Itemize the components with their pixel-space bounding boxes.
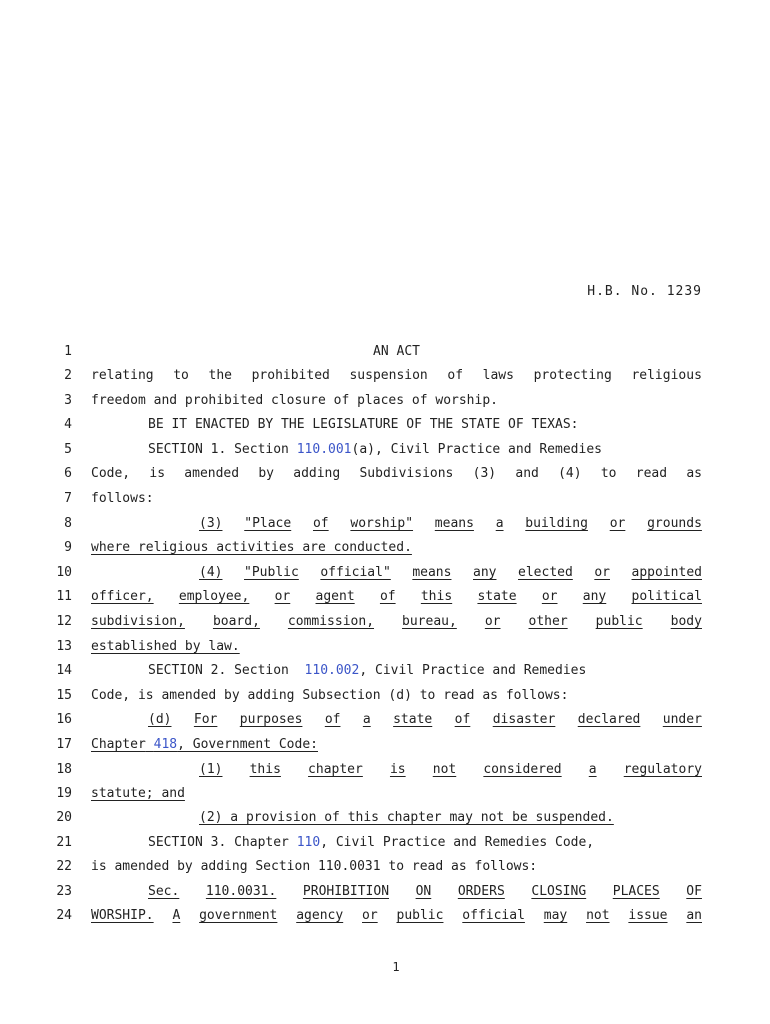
word: "Place	[244, 516, 292, 531]
document-line	[0, 342, 770, 362]
line-number: 11	[56, 589, 72, 604]
statute-link[interactable]: 110	[296, 835, 321, 850]
line-number: 4	[64, 417, 72, 432]
word: "Public	[244, 565, 299, 580]
word: (1)	[199, 762, 223, 777]
line-number: 1	[64, 344, 72, 359]
word: building	[525, 516, 588, 531]
word: religious	[631, 368, 702, 383]
word: regulatory	[623, 762, 702, 777]
word: to	[600, 466, 617, 481]
line-text	[91, 710, 702, 730]
word: OF	[686, 884, 702, 899]
section-text: SECTION 1. Section	[148, 442, 289, 457]
word: government	[199, 908, 278, 923]
statute-link[interactable]: 418	[153, 737, 178, 752]
word: or	[541, 589, 558, 604]
word: this	[420, 589, 453, 604]
section-text: SECTION 3. Chapter	[148, 835, 289, 850]
word: For	[193, 712, 218, 727]
line-number: 6	[64, 466, 72, 481]
document-line	[0, 514, 770, 534]
document-line	[0, 833, 770, 853]
line-number: 9	[64, 540, 72, 555]
word: read	[635, 466, 668, 481]
word: subdivision,	[91, 614, 185, 629]
word: amended	[184, 466, 240, 481]
word: PLACES	[612, 884, 660, 899]
word: a	[588, 762, 597, 777]
word: and	[515, 466, 539, 481]
line-text: statute; and	[91, 786, 185, 801]
word: purposes	[239, 712, 303, 727]
document-line	[0, 538, 770, 558]
line-text	[91, 587, 702, 607]
line-text: established by law.	[91, 639, 240, 654]
word: public	[595, 614, 643, 629]
line-number: 10	[56, 565, 72, 580]
word: (3)	[199, 516, 223, 531]
word: commission,	[287, 614, 375, 629]
document-line	[0, 464, 770, 484]
word: or	[362, 908, 378, 923]
document-line	[0, 440, 770, 460]
word: declared	[577, 712, 641, 727]
line-text: Code, is amended by adding Subsection (d) to read as follows:	[91, 688, 569, 703]
section-text: , Government Code:	[177, 737, 318, 752]
word: board,	[212, 614, 260, 629]
section-text: SECTION 2. Section	[148, 663, 289, 678]
act-heading: AN ACT	[373, 344, 420, 359]
line-text	[91, 882, 702, 902]
word: of	[312, 516, 329, 531]
section-text: Chapter	[91, 737, 146, 752]
word: other	[528, 614, 568, 629]
word: prohibited	[251, 368, 330, 383]
line-text	[91, 366, 702, 386]
word: employee,	[178, 589, 250, 604]
word: means	[412, 565, 452, 580]
word: (3)	[472, 466, 497, 481]
word: agency	[296, 908, 344, 923]
word: as	[686, 466, 702, 481]
line-text	[91, 735, 702, 755]
section-text: , Civil Practice and Remedies	[359, 663, 587, 678]
word: official	[462, 908, 525, 923]
line-text	[91, 906, 702, 926]
word: or	[274, 589, 291, 604]
word: may	[543, 908, 568, 923]
word: chapter	[308, 762, 363, 777]
line-text	[91, 833, 759, 853]
word: any	[582, 589, 607, 604]
document-line	[0, 808, 770, 828]
word: public	[396, 908, 444, 923]
document-line	[0, 661, 770, 681]
word: of	[447, 368, 464, 383]
document-line	[0, 906, 770, 926]
line-number: 16	[56, 712, 72, 727]
word: relating	[91, 368, 154, 383]
statute-link[interactable]: 110.002	[304, 663, 360, 678]
enacting-clause: BE IT ENACTED BY THE LEGISLATURE OF THE STATE OF TEXAS:	[148, 417, 579, 432]
line-text: follows:	[91, 491, 154, 506]
word: the	[208, 368, 232, 383]
line-text: freedom and prohibited closure of places of worship.	[91, 393, 498, 408]
word: Subdivisions	[359, 466, 454, 481]
word: not	[586, 908, 610, 923]
line-number: 20	[56, 810, 72, 825]
word: PROHIBITION	[302, 884, 390, 899]
word: elected	[518, 565, 573, 580]
document-line	[0, 784, 770, 804]
word: or	[484, 614, 501, 629]
document-line	[0, 366, 770, 386]
document-line	[0, 686, 770, 706]
document-line	[0, 415, 770, 435]
word: suspension	[349, 368, 428, 383]
document-line	[0, 735, 770, 755]
line-number: 3	[64, 393, 72, 408]
word: state	[393, 712, 433, 727]
word: protecting	[533, 368, 612, 383]
line-text: where religious activities are conducted.	[91, 540, 412, 555]
word: this	[249, 762, 281, 777]
line-text	[91, 563, 702, 583]
word: Code,	[91, 466, 131, 481]
bill-number: H.B. No. 1239	[587, 284, 702, 299]
word: ORDERS	[457, 884, 505, 899]
line-number: 21	[56, 835, 72, 850]
line-number: 24	[56, 908, 72, 923]
document-line	[0, 391, 770, 411]
word: (4)	[558, 466, 582, 481]
word: to	[173, 368, 189, 383]
line-number: 7	[64, 491, 72, 506]
word: or	[594, 565, 610, 580]
word: political	[631, 589, 702, 604]
word: appointed	[631, 565, 702, 580]
word: bureau,	[402, 614, 457, 629]
word: of	[379, 589, 396, 604]
line-number: 12	[56, 614, 72, 629]
word: grounds	[647, 516, 702, 531]
word: (d)	[148, 712, 172, 727]
word: laws	[482, 368, 514, 383]
word: worship"	[350, 516, 414, 531]
line-text	[91, 440, 759, 460]
word: any	[473, 565, 497, 580]
word: A	[172, 908, 181, 923]
line-number: 22	[56, 859, 72, 874]
line-number: 2	[64, 368, 72, 383]
document-line	[0, 489, 770, 509]
line-number: 13	[56, 639, 72, 654]
section-text: (a), Civil Practice and Remedies	[351, 442, 602, 457]
line-text	[91, 464, 702, 484]
line-number: 17	[56, 737, 72, 752]
document-line	[0, 612, 770, 632]
line-number: 5	[64, 442, 72, 457]
line-number: 8	[64, 516, 72, 531]
word: (4)	[199, 565, 223, 580]
line-text	[91, 612, 702, 632]
word: of	[454, 712, 471, 727]
word: not	[432, 762, 457, 777]
word: means	[434, 516, 474, 531]
document-line	[0, 760, 770, 780]
word: considered	[483, 762, 562, 777]
line-text: (2) a provision of this chapter may not be suspended.	[199, 810, 614, 825]
word: adding	[293, 466, 341, 481]
word: under	[662, 712, 702, 727]
line-text: is amended by adding Section 110.0031 to read as follows:	[91, 859, 538, 874]
word: is	[389, 762, 406, 777]
document-line	[0, 882, 770, 902]
line-text	[91, 661, 759, 681]
word: Sec.	[148, 884, 180, 899]
document-line	[0, 710, 770, 730]
word: an	[686, 908, 702, 923]
line-number: 23	[56, 884, 72, 899]
line-number: 18	[56, 762, 72, 777]
word: a	[362, 712, 371, 727]
word: state	[477, 589, 517, 604]
document-line	[0, 857, 770, 877]
statute-link[interactable]: 110.001	[296, 442, 352, 457]
word: agent	[315, 589, 355, 604]
section-text: , Civil Practice and Remedies Code,	[320, 835, 595, 850]
word: body	[670, 614, 702, 629]
word: officer,	[91, 589, 154, 604]
line-number: 19	[56, 786, 72, 801]
line-text	[91, 514, 702, 534]
line-text	[91, 760, 702, 780]
word: is	[149, 466, 166, 481]
word: official"	[320, 565, 391, 580]
word: WORSHIP.	[91, 908, 154, 923]
word: 110.0031.	[205, 884, 277, 899]
word: ON	[415, 884, 432, 899]
line-number: 15	[56, 688, 72, 703]
word: or	[609, 516, 626, 531]
word: of	[324, 712, 341, 727]
page-number: 1	[392, 960, 400, 974]
document-line	[0, 637, 770, 657]
word: issue	[628, 908, 668, 923]
word: disaster	[492, 712, 556, 727]
document-line	[0, 563, 770, 583]
word: CLOSING	[531, 884, 587, 899]
document-line	[0, 587, 770, 607]
word: by	[258, 466, 274, 481]
word: a	[495, 516, 504, 531]
line-number: 14	[56, 663, 72, 678]
